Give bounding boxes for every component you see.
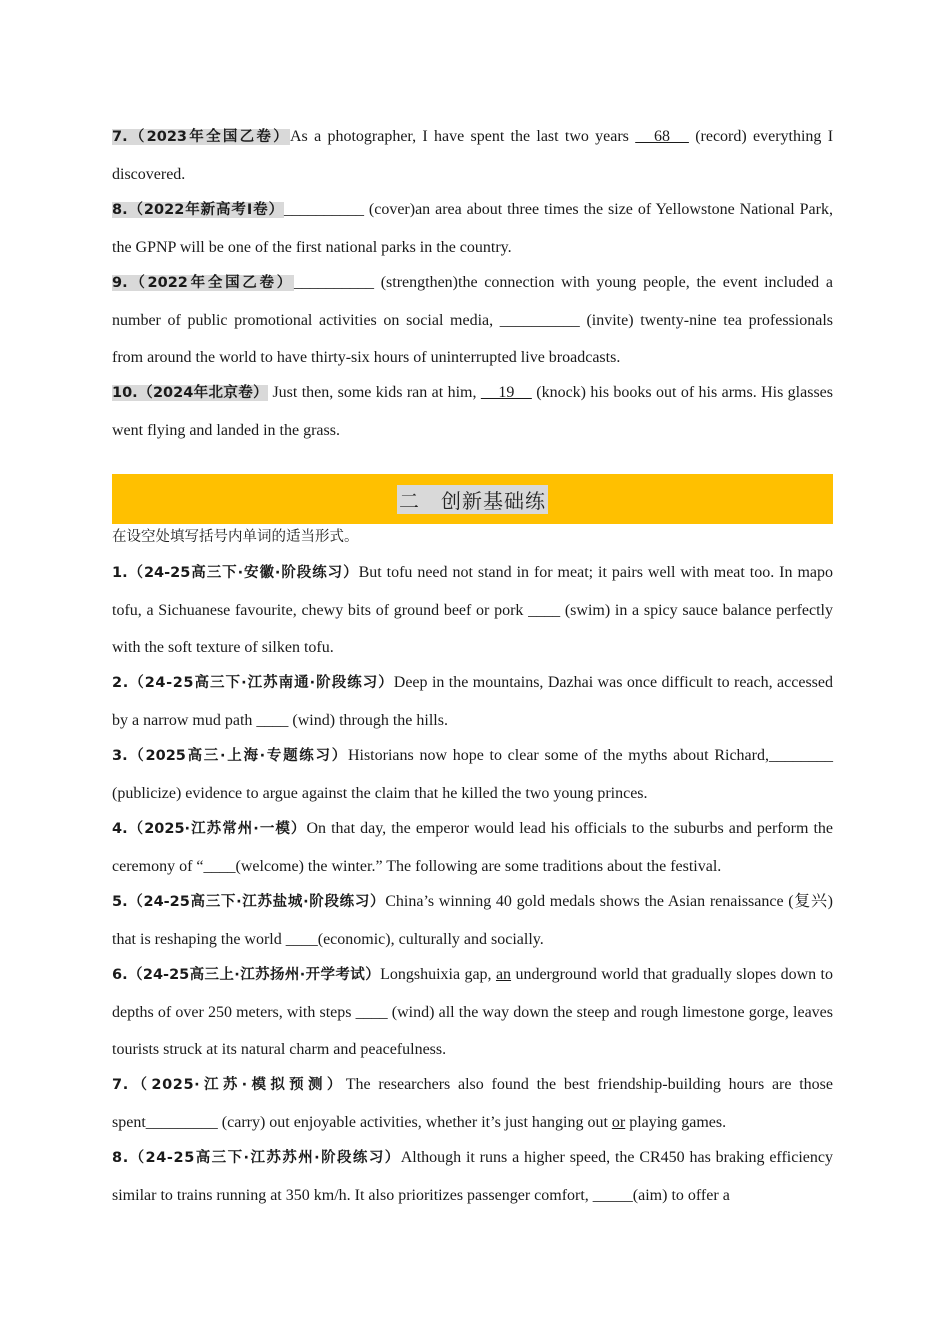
question-source-tag: 3.（2025高三·上海·专题练习）	[112, 748, 348, 764]
question-text: underground world that gradually slopes down to depths of over 250 meters, with steps	[112, 966, 833, 1021]
question-text: playing games.	[625, 1114, 727, 1131]
answer-blank[interactable]: ____	[203, 858, 236, 875]
question-7	[112, 118, 833, 193]
question-source-tag: 7.（2025·江苏·模拟预测）	[112, 1077, 346, 1093]
question-text: (wind) all the way down the steep and rough limestone gorge, leaves tourists struck at its natural charm and peacefulness.	[112, 1004, 833, 1058]
question-text: Just then, some kids ran at him,	[268, 384, 481, 401]
answer-blank[interactable]: _____	[592, 1187, 633, 1204]
question-5	[112, 883, 833, 958]
question-text: (invite) twenty-nine tea professionals from around the world to have thirty-six hours of uninterrupted live broadcasts.	[112, 312, 833, 366]
instruction-text: 在设空处填写括号内单词的适当形式。	[112, 529, 359, 545]
question-source-tag: 7.（2023年全国乙卷）	[112, 129, 290, 145]
question-text: (carry) out enjoyable activities, whether it’s just hanging out	[217, 1114, 612, 1131]
underlined-word: an	[495, 966, 512, 983]
question-source-tag: 5.（24-25高三下·江苏盐城·阶段练习）	[112, 894, 386, 910]
question-text: (swim) in a spicy sauce balance perfectly with the soft texture of silken tofu.	[112, 602, 833, 656]
question-text: Longshuixia gap,	[380, 966, 496, 983]
question-text: (aim) to offer a	[632, 1187, 730, 1204]
answer-blank[interactable]: ________	[769, 747, 833, 764]
question-text: (cover)an area about three times the size of Yellowstone National Park, the GPNP will be one of the first national parks in the country.	[112, 201, 833, 256]
question-source-tag: 4.（2025·江苏常州·一模）	[112, 821, 307, 837]
question-source-tag: 1.（24-25高三下·安徽·阶段练习）	[112, 565, 359, 581]
question-6	[112, 956, 833, 1068]
answer-blank[interactable]: _________	[145, 1114, 218, 1131]
section-previous-exam-questions	[112, 118, 833, 449]
question-text: Deep in the mountains, Dazhai was once difficult to reach, accessed by a narrow mud path	[112, 674, 834, 729]
answer-blank[interactable]: 19	[480, 384, 532, 401]
question-text: On that day, the emperor would lead his officials to the suburbs and perform the ceremony of “	[112, 820, 833, 875]
question-source-tag: 8.（24-25高三下·江苏苏州·阶段练习）	[112, 1150, 401, 1166]
question-text: (publicize) evidence to argue against the claim that he killed the two young princes.	[112, 785, 648, 802]
question-text: (strengthen)the connection with young people, the event included a number of public promotional activities on social media,	[112, 274, 834, 329]
section-title: 二 创新基础练	[397, 485, 548, 514]
answer-blank[interactable]: __________	[293, 274, 374, 291]
question-text: The researchers also found the best friendship-building hours are those spent	[112, 1076, 833, 1131]
underlined-word: or	[611, 1114, 626, 1131]
question-source-tag: 6.（24-25高三上·江苏扬州·开学考试）	[112, 967, 381, 983]
question-1	[112, 554, 833, 666]
question-source-tag: 2.（24-25高三下·江苏南通·阶段练习）	[112, 675, 394, 691]
question-9	[112, 264, 833, 376]
question-text: China’s winning 40 gold medals shows the Asian renaissance (复兴) that is reshaping the world	[112, 893, 833, 948]
answer-blank[interactable]: __________	[499, 312, 580, 329]
answer-blank[interactable]: ____	[256, 712, 289, 729]
section-banner	[112, 474, 833, 524]
question-text: (economic), culturally and socially.	[317, 931, 544, 948]
question-7	[112, 1066, 833, 1141]
question-text: Historians now hope to clear some of the myths about Richard,	[347, 747, 769, 764]
question-source-tag: 8.（2022年新高考I卷）	[112, 202, 284, 218]
question-text: Although it runs a higher speed, the CR450 has braking efficiency similar to trains running at 350 km/h. It also prioritizes passenger comfort,	[112, 1149, 833, 1204]
question-8	[112, 1139, 833, 1214]
question-text: (record) everything I discovered.	[112, 128, 834, 183]
answer-blank[interactable]: 68	[635, 128, 689, 145]
question-text: But tofu need not stand in for meat; it pairs well with meat too. In mapo tofu, a Sichuanese favourite, chewy bits of ground beef or pork	[112, 564, 833, 619]
answer-blank[interactable]: ____	[528, 602, 561, 619]
question-3	[112, 737, 833, 812]
question-text: As a photographer, I have spent the last two years	[290, 128, 636, 145]
section-innovation-practice	[112, 524, 833, 1214]
question-source-tag: 10.（2024年北京卷）	[112, 385, 269, 401]
question-source-tag: 9.（2022年全国乙卷）	[112, 275, 294, 291]
question-8	[112, 191, 833, 266]
question-text: (wind) through the hills.	[288, 712, 448, 729]
question-4	[112, 810, 833, 885]
answer-blank[interactable]: ____	[285, 931, 318, 948]
question-2	[112, 664, 833, 739]
question-10	[112, 374, 833, 449]
answer-blank[interactable]: ____	[355, 1004, 388, 1021]
answer-blank[interactable]: __________	[283, 201, 364, 218]
question-text: (welcome) the winter.” The following are some traditions about the festival.	[235, 858, 722, 875]
question-text: (knock) his books out of his arms. His glasses went flying and landed in the grass.	[112, 384, 834, 439]
